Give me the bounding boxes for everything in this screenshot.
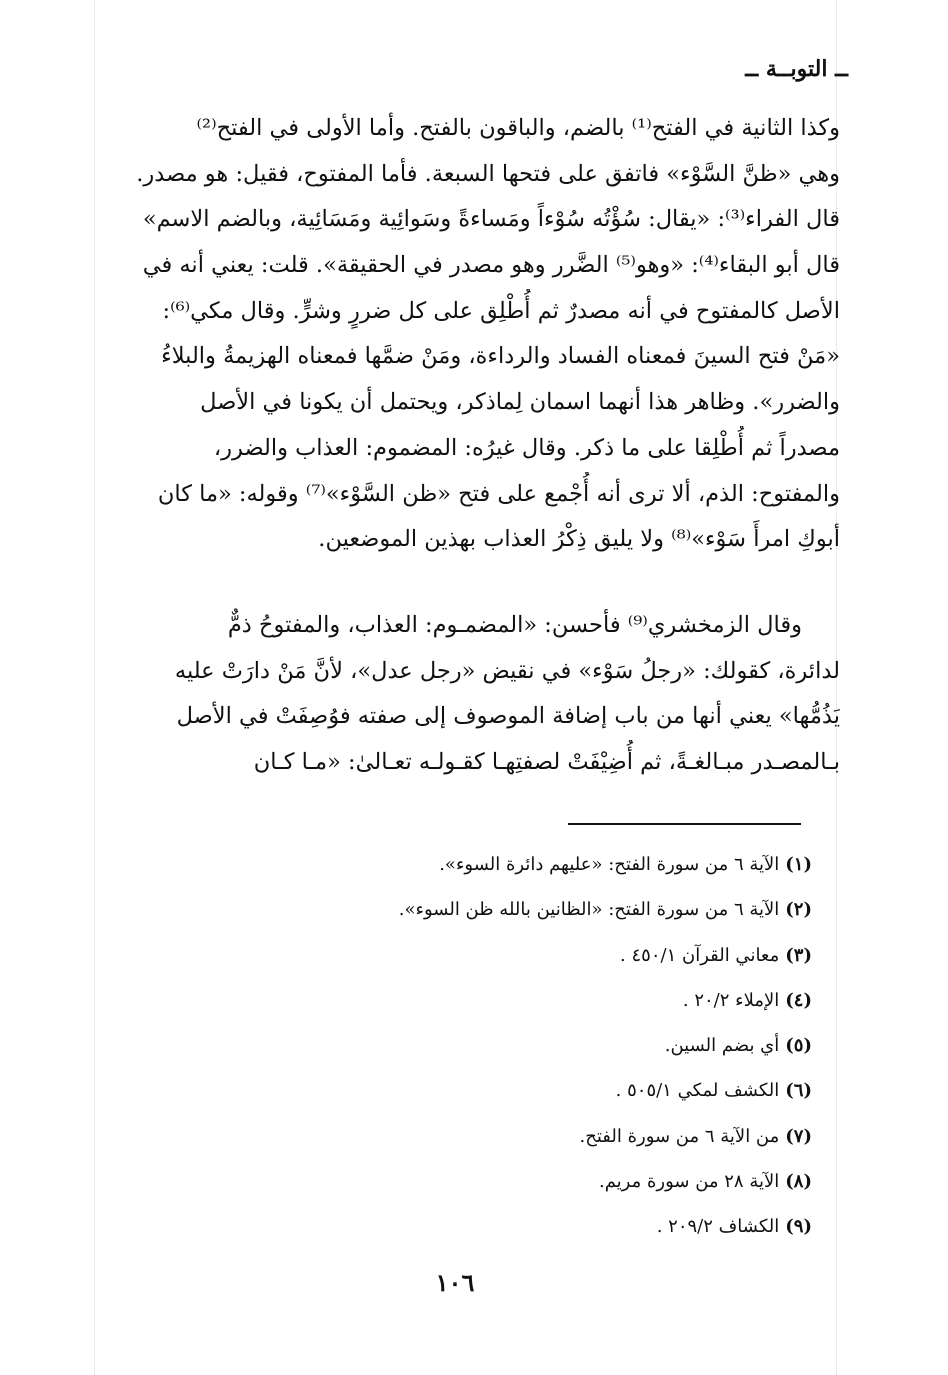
footnote-text: من الآية ٦ من سورة الفتح. [579, 1125, 780, 1147]
footnote-number: (٨) [785, 1171, 812, 1193]
text-line: قال أبو البقاء⁽⁴⁾: «وهو⁽⁵⁾ الضَّرر وهو مصدر في الحقيقة». قلت: يعني أنه في [142, 252, 840, 279]
footnote-number: (٩) [785, 1216, 812, 1238]
footnote-item [132, 1068, 812, 1113]
footnote-number: (١) [785, 854, 812, 875]
scan-margin-line-left [94, 0, 95, 1375]
footnote-text: الإملاء ٢٠/٢ . [682, 989, 780, 1011]
footnote-text: الآية ٦ من سورة الفتح: «الظانين بالله ظن السوء». [398, 899, 780, 921]
footnote-item [132, 1023, 812, 1068]
footnote-number: (٥) [785, 1035, 812, 1057]
text-line: والمفتوح: الذم، ألا ترى أنه أُجْمع على فتح «ظن السَّوْء»⁽⁷⁾ وقوله: «ما كان [157, 480, 840, 507]
footnote-text: الكشاف ٢٠٩/٢ . [656, 1216, 780, 1238]
footnote-item [132, 1159, 812, 1204]
text-line: الأصل كالمفتوح في أنه مصدرٌ ثم أُطْلِق على كل ضررٍ وشرٍّ. وقال مكي⁽⁶⁾: [162, 297, 840, 324]
running-header: ــ التوبــة ــ [745, 56, 848, 82]
footnote-number: (٤) [785, 989, 812, 1011]
footnote-text: معاني القرآن ٤٥٠/١ . [620, 944, 780, 966]
text-line: أبوكِ امرأَ سَوْء»⁽⁸⁾ ولا يليق ذِكْرُ العذاب بهذين الموضعين. [318, 526, 840, 553]
page-number: ١٠٦ [435, 1268, 475, 1297]
main-paragraph [105, 106, 840, 563]
text-line: بـالمصـدر مبـالغـةً، ثم أُضِيْفَتْ لصفتِهـا كقـولـه تعـالىٰ: «مـا كـان [253, 749, 840, 776]
footnote-item [132, 1114, 812, 1159]
footnote-text: الآية ٦ من سورة الفتح: «عليهم دائرة السوء». [439, 854, 780, 875]
footnotes-list [132, 842, 812, 1250]
text-line: «مَنْ فتح السينَ فمعناه الفساد والرداءة، ومَنْ ضمَّها فمعناه الهزيمةُ والبلاءُ [161, 343, 840, 370]
footnote-item [132, 1204, 812, 1249]
footnote-item [132, 887, 812, 932]
text-line: لدائرة، كقولك: «رجلُ سَوْء» في نقيض «رجل عدل»، لأنَّ مَنْ دارَتْ عليه [174, 657, 840, 684]
second-paragraph [105, 603, 840, 786]
footnote-text: أي بضم السين. [664, 1035, 780, 1057]
footnote-number: (٣) [785, 944, 812, 966]
text-line: والضرر». وظاهر هذا أنهما اسمان لِماذكر، ويحتمل أن يكونا في الأصل [200, 389, 840, 416]
footnote-number: (٧) [785, 1125, 812, 1147]
footnote-item [132, 978, 812, 1023]
text-line: وقال الزمخشري⁽⁹⁾ فأحسن: «المضمـوم: العذاب، والمفتوحُ ذمٌّ [227, 612, 802, 638]
text-line: وهي «ظنَّ السَّوْء» فاتفق على فتحها السبعة. فأما المفتوح، فقيل: هو مصدر. [136, 160, 840, 187]
footnote-text: الكشف لمكي ٥٠٥/١ . [615, 1080, 780, 1102]
footnote-text: الآية ٢٨ من سورة مريم. [598, 1171, 780, 1193]
text-line: يَذُمُّها» يعني أنها من باب إضافة الموصوف إلى صفته فوُصِفَتْ في الأصل [176, 703, 840, 730]
text-line: وكذا الثانية في الفتح⁽¹⁾ بالضم، والباقون بالفتح. وأما الأولى في الفتح⁽²⁾ [196, 115, 840, 141]
text-line: مصدراً ثم أُطْلِقا على ما ذكر. وقال غيرُه: المضموم: العذاب والضرر، [213, 434, 840, 461]
footnote-item [132, 842, 812, 887]
footnote-number: (٦) [785, 1080, 812, 1102]
footnote-number: (٢) [785, 899, 812, 921]
footnote-item [132, 933, 812, 978]
footnote-divider [568, 823, 801, 825]
text-line: قال الفراء⁽³⁾: «يقال: سُؤْتُه سُوْءاً ومَساءةً وسَوائِية ومَسَائِية، وبالضم الاسم» [142, 206, 840, 233]
